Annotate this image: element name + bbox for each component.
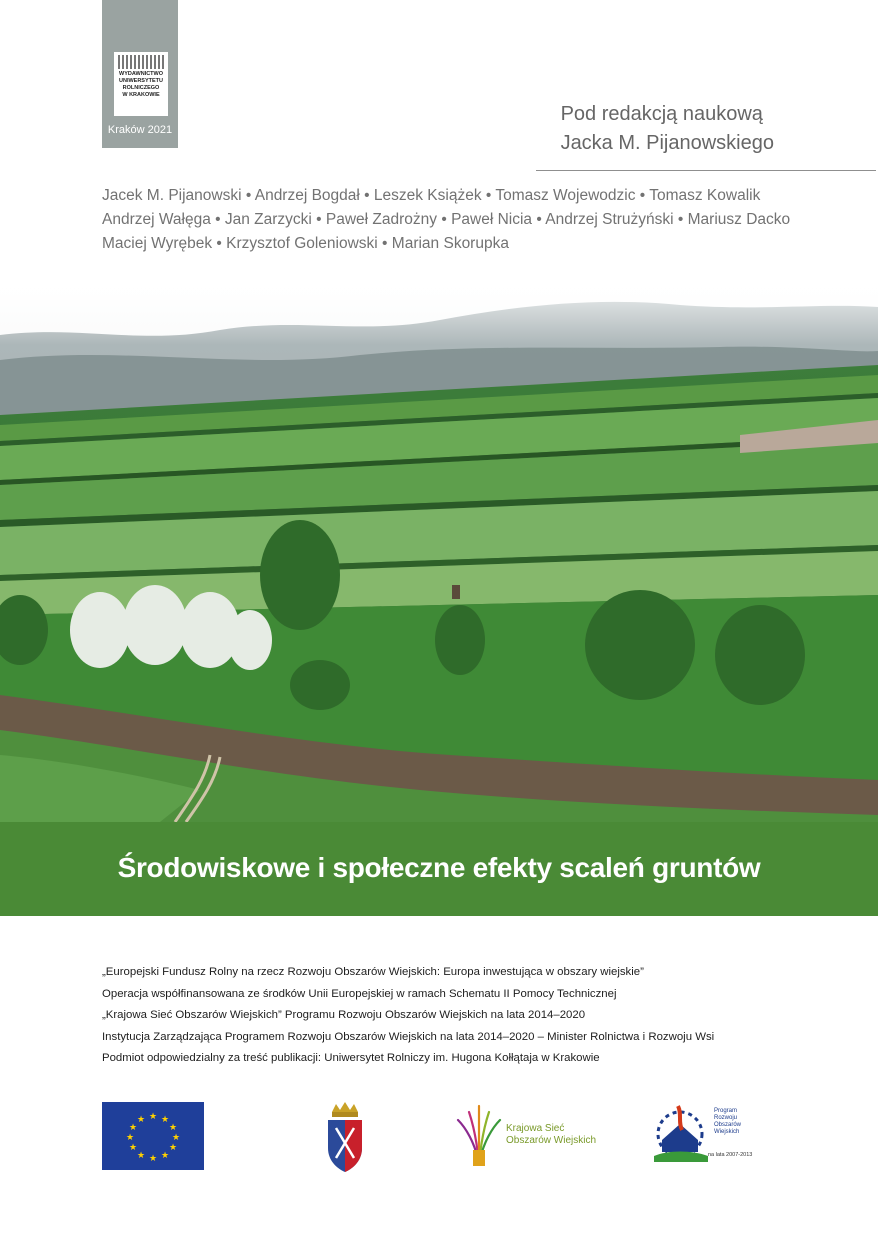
- svg-text:★: ★: [125, 1133, 135, 1143]
- svg-text:★: ★: [160, 1115, 170, 1125]
- svg-text:★: ★: [128, 1123, 138, 1133]
- divider: [536, 170, 876, 171]
- university-crest-icon: [326, 1102, 364, 1172]
- columns-icon: [118, 55, 164, 69]
- logo-strip: [0, 1100, 878, 1175]
- author-line: Jacek M. Pijanowski • Andrzej Bogdał • Leszek Książek • Tomasz Wojewodzic • Tomasz Kowalik: [102, 187, 761, 204]
- svg-text:★: ★: [148, 1154, 158, 1164]
- svg-text:★: ★: [168, 1123, 178, 1133]
- publisher-city-year: Kraków 2021: [107, 124, 173, 136]
- svg-text:★: ★: [160, 1151, 170, 1161]
- svg-text:★: ★: [128, 1143, 138, 1153]
- funding-line: Operacja współfinansowana ze środków Unii Europejskiej w ramach Schematu II Pomocy Technicznej: [102, 987, 617, 1000]
- prow-emblem-icon: [648, 1100, 712, 1166]
- author-list: [102, 184, 872, 256]
- publisher-tab: [102, 0, 178, 148]
- funding-line: „Krajowa Sieć Obszarów Wiejskich” Programu Rozwoju Obszarów Wiejskich na lata 2014–2020: [102, 1009, 586, 1021]
- editor-name: Jacka M. Pijanowskiego: [560, 132, 774, 154]
- publisher-name: WYDAWNICTWO UNIWERSYTETU ROLNICZEGO W KRAKOWIE: [119, 71, 163, 98]
- cover-photo: [0, 275, 878, 822]
- title-band: [0, 822, 878, 916]
- author-line: Andrzej Wałęga • Jan Zarzycki • Paweł Zadrożny • Paweł Nicia • Andrzej Strużyński • Mariusz Dacko: [102, 211, 791, 228]
- funding-line: Instytucja Zarządzająca Programem Rozwoju Obszarów Wiejskich na lata 2014–2020 – Minister Rolnictwa i Rozwoju Wsi: [102, 1030, 715, 1043]
- funding-info: [102, 962, 862, 1070]
- funding-line: Podmiot odpowiedzialny za treść publikacji: Uniwersytet Rolniczy im. Hugona Kołłątaja w Krakowie: [102, 1052, 600, 1064]
- editor-label: Pod redakcją naukową: [560, 103, 763, 125]
- eu-flag-icon: [102, 1102, 204, 1170]
- ksow-logo: [455, 1102, 625, 1170]
- editor-block: [561, 100, 774, 158]
- book-title: Środowiskowe i społeczne efekty scaleń gruntów: [117, 852, 761, 883]
- funding-line: „Europejski Fundusz Rolny na rzecz Rozwoju Obszarów Wiejskich: Europa inwestująca w obszary wiejskie”: [102, 966, 644, 978]
- svg-text:★: ★: [136, 1115, 146, 1125]
- ksow-name: Krajowa Sieć Obszarów Wiejskich: [506, 1123, 597, 1146]
- svg-text:★: ★: [171, 1133, 181, 1143]
- svg-text:★: ★: [136, 1151, 146, 1161]
- prow-years: na lata 2007-2013: [708, 1152, 753, 1158]
- publisher-logo: [114, 52, 168, 116]
- wheat-icon: [455, 1102, 503, 1170]
- prow-name: Program Rozwoju Obszarów Wiejskich: [714, 1108, 742, 1135]
- svg-text:★: ★: [148, 1112, 158, 1122]
- svg-text:★: ★: [168, 1143, 178, 1153]
- prow-logo: [648, 1100, 778, 1170]
- author-line: Maciej Wyrębek • Krzysztof Goleniowski • Marian Skorupka: [102, 235, 509, 252]
